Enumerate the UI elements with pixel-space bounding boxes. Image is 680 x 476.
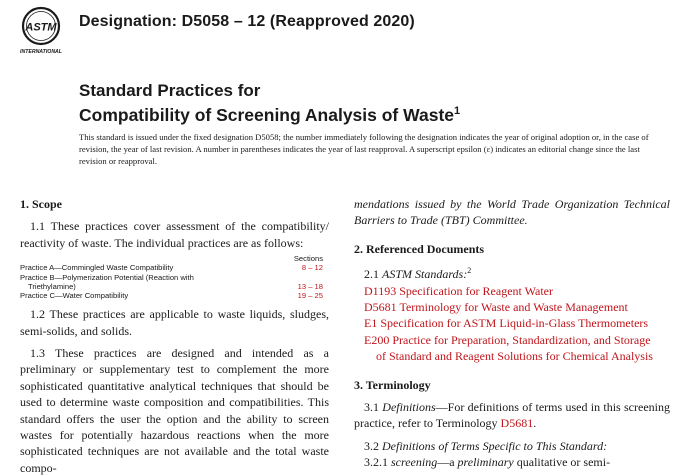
title-footnote-mark: 1 [454,105,461,117]
screening-term: screening [391,455,438,470]
terminology-para-3-2: 3.2 Definitions of Terms Specific to This Standard: [364,438,608,453]
sections-table-header-row [20,254,329,263]
scope-para-1-3: 1.3 These practices are designed and intended as a preliminary or supplementary test to complement the more sophisticated quantitative analytical techniques that should be used to determine waste composition and compatibilities. This standard offers the user the option and the ability to screen wastes for potentially hazardous reactions when the more sophisticated techniques are not available and the total waste compo- [20,346,329,475]
preliminary-term: preliminary [457,455,514,470]
continued-text: mendations issued by the World Trade Organization Technical Barriers to Trade (TBT) Committee. [354,197,670,228]
section-range [263,273,329,282]
practice-label: Practice B—Polymerization Potential (Reaction with [20,272,194,282]
section-range-link[interactable]: 8 – 12 [301,263,323,273]
reference-title: Specification for Reagent Water [399,283,553,298]
reference-item[interactable] [354,283,670,299]
sections-table-empty [20,254,263,263]
reference-item[interactable] [354,315,670,331]
table-row [20,282,329,291]
logo-text: ASTM [25,21,57,34]
reference-title: Specification for ASTM Liquid-in-Glass Thermometers [380,316,649,331]
astm-standards-label: ASTM Standards: [382,267,468,282]
astm-logo [18,6,64,56]
footnote-mark: 2 [467,266,472,276]
scope-para-1-1: 1.1 These practices cover assessment of the compatibility/ reactivity of waste. The individual practices are as follows: [20,219,329,250]
reference-code: D1193 [364,283,397,298]
scope-para-1-2: 1.2 These practices are applicable to waste liquids, sludges, semi-solids, and solids. [20,307,329,338]
sections-table [20,254,329,300]
designation: Designation: D5058 – 12 (Reapproved 2020) [79,13,415,30]
logo-subtext: INTERNATIONAL [20,49,62,55]
section-range-link[interactable]: 13 – 18 [297,281,323,291]
scope-heading: 1. Scope [20,197,62,211]
table-row [20,291,329,300]
section-range-link[interactable]: 19 – 25 [297,291,323,301]
referenced-documents-heading: 2. Referenced Documents [354,241,485,256]
reference-code: D5681 [364,300,397,315]
definitions-label: Definitions [382,400,436,415]
title-line-2-text: Compatibility of Screening Analysis of Waste [79,104,455,125]
specific-definitions-label: Definitions of Terms Specific to This Standard: [382,438,608,453]
left-column [20,196,329,476]
practice-label: Triethylamine) [28,281,76,291]
d5681-link[interactable]: D5681 [500,416,534,431]
reference-item[interactable] [354,299,670,315]
practice-label: Practice A—Commingled Waste Compatibility [20,263,174,273]
reference-title: Practice for Preparation, Standardization, and Storage [392,332,651,347]
reference-code: E1 [364,316,378,331]
standard-notice: This standard is issued under the fixed designation D5058; the number immediately following the designation indicates the year of original adoption or, in the case of revision, the year of last revision. A number in parentheses indicates the year of last reapproval. A superscript epsilon (ε) indicates an editorial change since the last revision or reapproval. [79,132,649,166]
reference-item[interactable] [354,332,670,348]
title-line-1: Standard Practices for [79,81,261,100]
right-column [354,196,670,471]
document-title [79,80,460,126]
terminology-para-3-1: 3.1 Definitions—For definitions of terms used in this screening practice, refer to Terminology D5681. [354,400,670,431]
title-line-2 [79,101,460,126]
sections-header: Sections [293,254,323,264]
astm-standards-intro: 2.1 ASTM Standards:$^2$ [364,266,472,282]
reference-title: Terminology for Waste and Waste Management [399,300,628,315]
reference-code: E200 [364,332,390,347]
reference-title-continued[interactable]: of Standard and Reagent Solutions for Chemical Analysis [376,349,653,364]
table-row [20,263,329,272]
terminology-heading: 3. Terminology [354,377,431,392]
table-row [20,273,329,282]
practice-label: Practice C—Water Compatibility [20,291,129,301]
terminology-para-3-2-1: 3.2.1 screening—a preliminary qualitative or semi- [364,455,611,470]
